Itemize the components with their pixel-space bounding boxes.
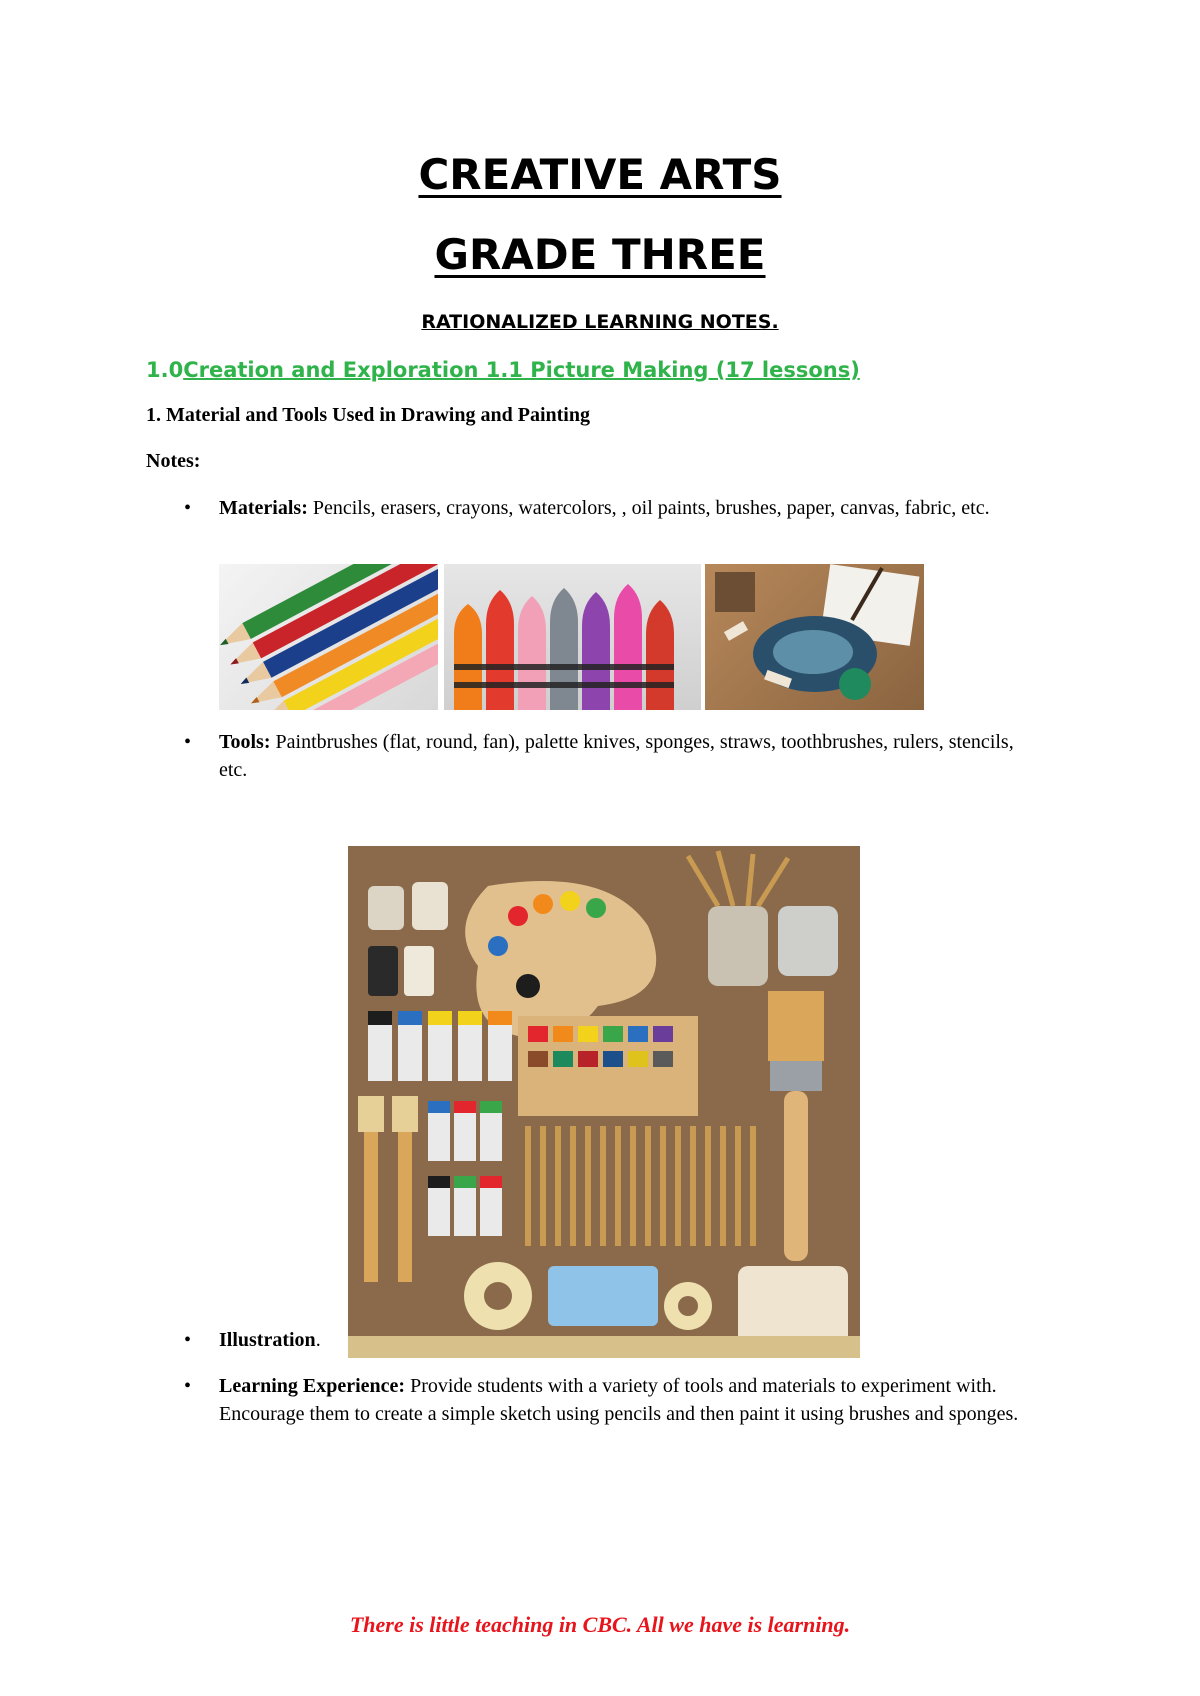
art-supplies-illustration [348, 846, 860, 1358]
bullet-learning-experience [219, 1372, 1039, 1428]
topic-heading: 1. Material and Tools Used in Drawing and Painting [146, 404, 590, 426]
grade-title: GRADE THREE [434, 230, 766, 279]
bullet-label: Learning Experience: [219, 1375, 406, 1397]
bullet-body: . [315, 1329, 321, 1351]
section-heading [146, 358, 860, 382]
section-number: 1.0 [146, 358, 184, 382]
bullet-body: Provide students with a variety of tools and materials to experiment with. Encourage them to create a simple sketch using pencils and then paint it using brushes and sponges. [219, 1375, 1019, 1425]
bullet-label: Tools: [219, 731, 271, 753]
colored-pencils-photo [219, 564, 438, 710]
notes-subtitle: RATIONALIZED LEARNING NOTES. [421, 311, 779, 333]
crayons-photo [444, 564, 701, 710]
section-title: Creation and Exploration 1.1 Picture Making (17 lessons) [183, 358, 860, 382]
bullet-illustration [219, 1326, 1039, 1354]
bullet-body: Paintbrushes (flat, round, fan), palette knives, sponges, straws, toothbrushes, rulers, stencils, etc. [219, 731, 1014, 781]
bullet-dot: • [184, 731, 192, 753]
paint-palette-photo [705, 564, 924, 710]
bullet-dot: • [184, 1375, 192, 1397]
bullet-label: Illustration [219, 1329, 316, 1351]
bullet-dot: • [184, 1329, 192, 1351]
bullet-body: Pencils, erasers, crayons, watercolors, , oil paints, brushes, paper, canvas, fabric, etc. [307, 497, 990, 519]
footer-slogan: There is little teaching in CBC. All we have is learning. [349, 1612, 851, 1637]
bullet-dot: • [184, 497, 192, 519]
bullet-label: Materials: [219, 497, 308, 519]
bullet-tools [219, 728, 1039, 784]
bullet-materials [219, 494, 1039, 522]
page-title: CREATIVE ARTS [418, 150, 782, 199]
notes-label: Notes: [146, 450, 201, 472]
